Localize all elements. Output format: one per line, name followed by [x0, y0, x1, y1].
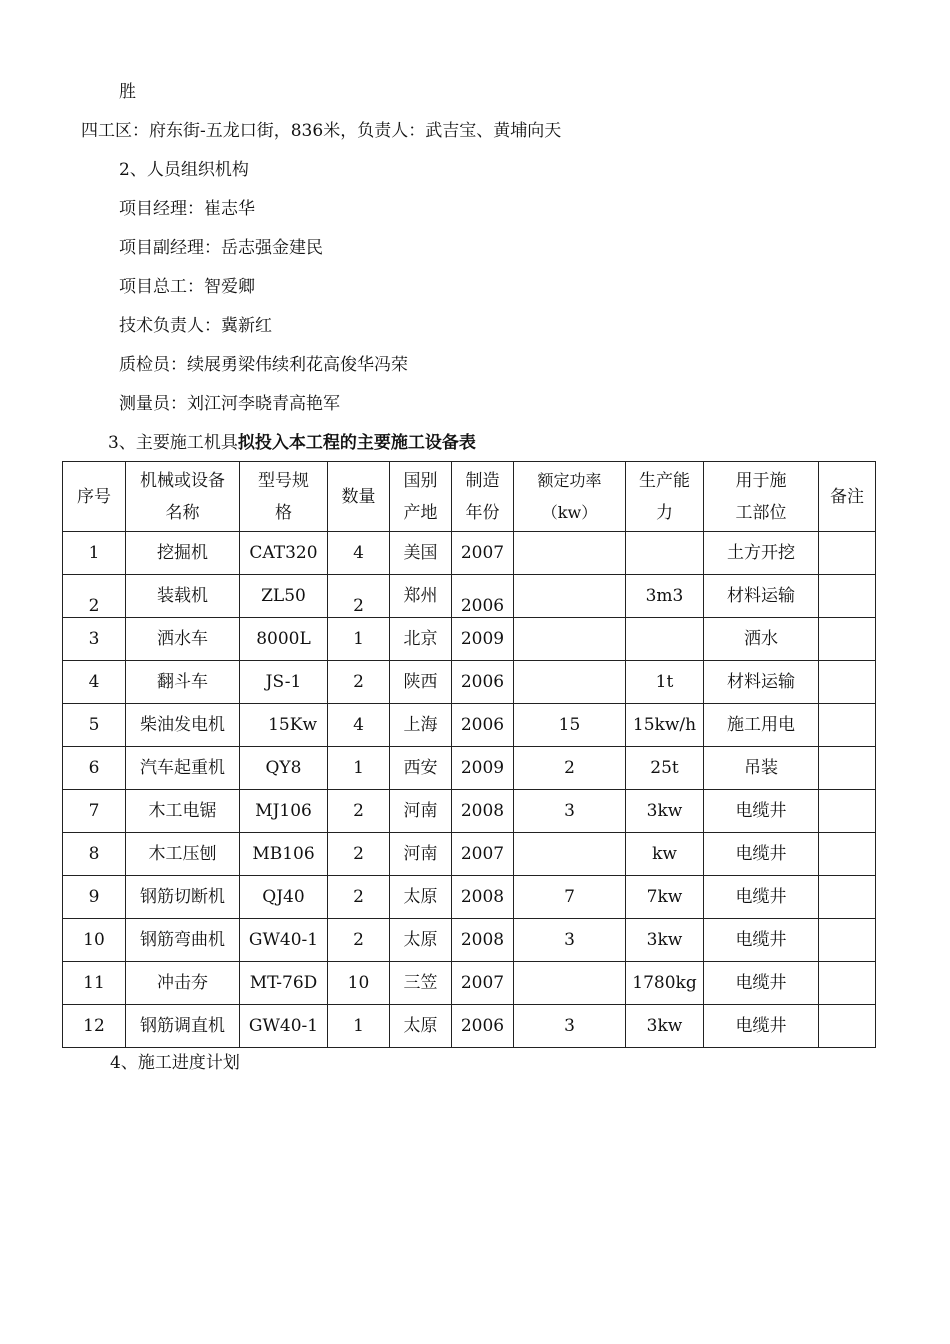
table-row [63, 532, 876, 575]
cell-year: 2008 [452, 790, 514, 833]
cell-model: 8000L [240, 618, 328, 661]
cell-year: 2006 [452, 575, 514, 618]
cell-remarks [819, 876, 876, 919]
cell-model: MB106 [240, 833, 328, 876]
cell-rated-power [514, 618, 626, 661]
cell-origin: 美国 [390, 532, 452, 575]
cell-name: 钢筋弯曲机 [126, 919, 240, 962]
cell-rated-power: 3 [514, 919, 626, 962]
cell-name: 洒水车 [126, 618, 240, 661]
cell-name: 木工电锯 [126, 790, 240, 833]
cell-index: 6 [63, 747, 126, 790]
cell-capacity: 3kw [626, 1005, 704, 1048]
header-cell-remarks: 备注 [819, 462, 876, 532]
cell-origin: 三笠 [390, 962, 452, 1005]
cell-origin: 西安 [390, 747, 452, 790]
table-row [63, 962, 876, 1005]
cell-origin: 河南 [390, 833, 452, 876]
table-row [63, 1005, 876, 1048]
header-cell-year: 制造 年份 [452, 462, 514, 532]
table-row [63, 704, 876, 747]
cell-quantity: 4 [328, 704, 390, 747]
cell-index: 11 [63, 962, 126, 1005]
section-heading-schedule: 4、施工进度计划 [110, 1053, 240, 1073]
table-row [63, 661, 876, 704]
cell-model: MT-76D [240, 962, 328, 1005]
cell-name: 汽车起重机 [126, 747, 240, 790]
cell-capacity: kw [626, 833, 704, 876]
cell-remarks [819, 747, 876, 790]
cell-model: GW40-1 [240, 1005, 328, 1048]
cell-capacity: 3m3 [626, 575, 704, 618]
cell-capacity: 1t [626, 661, 704, 704]
cell-remarks [819, 575, 876, 618]
table-row [63, 919, 876, 962]
cell-quantity: 2 [328, 575, 390, 618]
cell-year: 2006 [452, 704, 514, 747]
text-line-sheng: 胜 [119, 82, 136, 102]
cell-model: CAT320 [240, 532, 328, 575]
cell-name: 翻斗车 [126, 661, 240, 704]
cell-capacity: 3kw [626, 919, 704, 962]
cell-name: 冲击夯 [126, 962, 240, 1005]
text-line-surveyors: 测量员：刘江河李晓青高艳军 [119, 394, 340, 414]
cell-model: JS-1 [240, 661, 328, 704]
cell-quantity: 2 [328, 919, 390, 962]
cell-usage: 施工用电 [704, 704, 819, 747]
cell-usage: 材料运输 [704, 661, 819, 704]
cell-usage: 材料运输 [704, 575, 819, 618]
cell-origin: 太原 [390, 876, 452, 919]
cell-model: ZL50 [240, 575, 328, 618]
cell-usage: 土方开挖 [704, 532, 819, 575]
text-line-project-manager: 项目经理：崔志华 [119, 199, 255, 219]
table-row [63, 618, 876, 661]
cell-index: 7 [63, 790, 126, 833]
cell-year: 2009 [452, 618, 514, 661]
table-header-row [63, 462, 876, 532]
cell-quantity: 2 [328, 790, 390, 833]
cell-year: 2008 [452, 919, 514, 962]
cell-year: 2007 [452, 532, 514, 575]
cell-year: 2006 [452, 1005, 514, 1048]
table-row [63, 833, 876, 876]
cell-index: 12 [63, 1005, 126, 1048]
cell-remarks [819, 532, 876, 575]
cell-rated-power: 15 [514, 704, 626, 747]
text-line-quality-inspectors: 质检员：续展勇梁伟续利花高俊华冯荣 [119, 355, 408, 375]
header-cell-usage: 用于施 工部位 [704, 462, 819, 532]
table-row [63, 876, 876, 919]
cell-model: 15Kw [240, 704, 328, 747]
equipment-table [62, 461, 876, 1048]
cell-rated-power: 2 [514, 747, 626, 790]
cell-origin: 北京 [390, 618, 452, 661]
cell-rated-power: 3 [514, 1005, 626, 1048]
text-line-deputy-manager: 项目副经理：岳志强金建民 [119, 238, 323, 258]
cell-usage: 电缆井 [704, 833, 819, 876]
cell-remarks [819, 661, 876, 704]
header-cell-index: 序号 [63, 462, 126, 532]
cell-capacity: 7kw [626, 876, 704, 919]
table-row [63, 790, 876, 833]
cell-quantity: 4 [328, 532, 390, 575]
header-cell-capacity: 生产能 力 [626, 462, 704, 532]
cell-index: 10 [63, 919, 126, 962]
section-heading-equipment [108, 432, 476, 454]
cell-capacity [626, 532, 704, 575]
cell-name: 柴油发电机 [126, 704, 240, 747]
cell-quantity: 1 [328, 618, 390, 661]
cell-origin: 太原 [390, 919, 452, 962]
cell-index: 9 [63, 876, 126, 919]
cell-origin: 太原 [390, 1005, 452, 1048]
cell-usage: 洒水 [704, 618, 819, 661]
cell-capacity [626, 618, 704, 661]
cell-remarks [819, 790, 876, 833]
cell-index: 2 [63, 575, 126, 618]
cell-capacity: 25t [626, 747, 704, 790]
cell-model: QY8 [240, 747, 328, 790]
cell-origin: 河南 [390, 790, 452, 833]
cell-year: 2006 [452, 661, 514, 704]
cell-year: 2009 [452, 747, 514, 790]
cell-usage: 电缆井 [704, 962, 819, 1005]
cell-model: MJ106 [240, 790, 328, 833]
header-cell-rated-power: 额定功率 （kw） [514, 462, 626, 532]
cell-name: 挖掘机 [126, 532, 240, 575]
cell-usage: 电缆井 [704, 919, 819, 962]
cell-model: GW40-1 [240, 919, 328, 962]
cell-quantity: 1 [328, 747, 390, 790]
cell-rated-power [514, 962, 626, 1005]
table-row [63, 575, 876, 618]
cell-rated-power [514, 532, 626, 575]
cell-quantity: 10 [328, 962, 390, 1005]
cell-model: QJ40 [240, 876, 328, 919]
cell-year: 2007 [452, 833, 514, 876]
section-heading-equipment-prefix: 3、主要施工机具 [108, 433, 238, 453]
cell-capacity: 3kw [626, 790, 704, 833]
cell-index: 3 [63, 618, 126, 661]
cell-origin: 陕西 [390, 661, 452, 704]
cell-index: 4 [63, 661, 126, 704]
section-heading-personnel: 2、人员组织机构 [119, 160, 249, 180]
header-cell-quantity: 数量 [328, 462, 390, 532]
cell-usage: 电缆井 [704, 1005, 819, 1048]
cell-remarks [819, 962, 876, 1005]
cell-origin: 上海 [390, 704, 452, 747]
text-line-chief-engineer: 项目总工：智爱卿 [119, 277, 255, 297]
cell-rated-power: 3 [514, 790, 626, 833]
header-cell-name: 机械或设备 名称 [126, 462, 240, 532]
cell-name: 木工压刨 [126, 833, 240, 876]
cell-usage: 电缆井 [704, 876, 819, 919]
cell-rated-power: 7 [514, 876, 626, 919]
cell-rated-power [514, 661, 626, 704]
cell-remarks [819, 704, 876, 747]
cell-name: 装载机 [126, 575, 240, 618]
cell-origin: 郑州 [390, 575, 452, 618]
cell-remarks [819, 833, 876, 876]
cell-capacity: 15kw/h [626, 704, 704, 747]
cell-remarks [819, 618, 876, 661]
cell-quantity: 2 [328, 876, 390, 919]
text-line-work-zone-4: 四工区：府东街-五龙口街，836米，负责人：武吉宝、黄埔向天 [81, 121, 562, 141]
section-heading-equipment-title: 拟投入本工程的主要施工设备表 [237, 433, 476, 453]
cell-quantity: 2 [328, 833, 390, 876]
cell-name: 钢筋调直机 [126, 1005, 240, 1048]
cell-index: 8 [63, 833, 126, 876]
cell-capacity: 1780kg [626, 962, 704, 1005]
cell-name: 钢筋切断机 [126, 876, 240, 919]
cell-usage: 电缆井 [704, 790, 819, 833]
cell-index: 5 [63, 704, 126, 747]
cell-quantity: 1 [328, 1005, 390, 1048]
cell-remarks [819, 919, 876, 962]
cell-usage: 吊装 [704, 747, 819, 790]
cell-rated-power [514, 833, 626, 876]
cell-index: 1 [63, 532, 126, 575]
cell-rated-power [514, 575, 626, 618]
cell-quantity: 2 [328, 661, 390, 704]
cell-year: 2007 [452, 962, 514, 1005]
cell-remarks [819, 1005, 876, 1048]
header-cell-model: 型号规 格 [240, 462, 328, 532]
text-line-technical-lead: 技术负责人：冀新红 [119, 316, 272, 336]
cell-year: 2008 [452, 876, 514, 919]
header-cell-origin: 国别 产地 [390, 462, 452, 532]
table-row [63, 747, 876, 790]
